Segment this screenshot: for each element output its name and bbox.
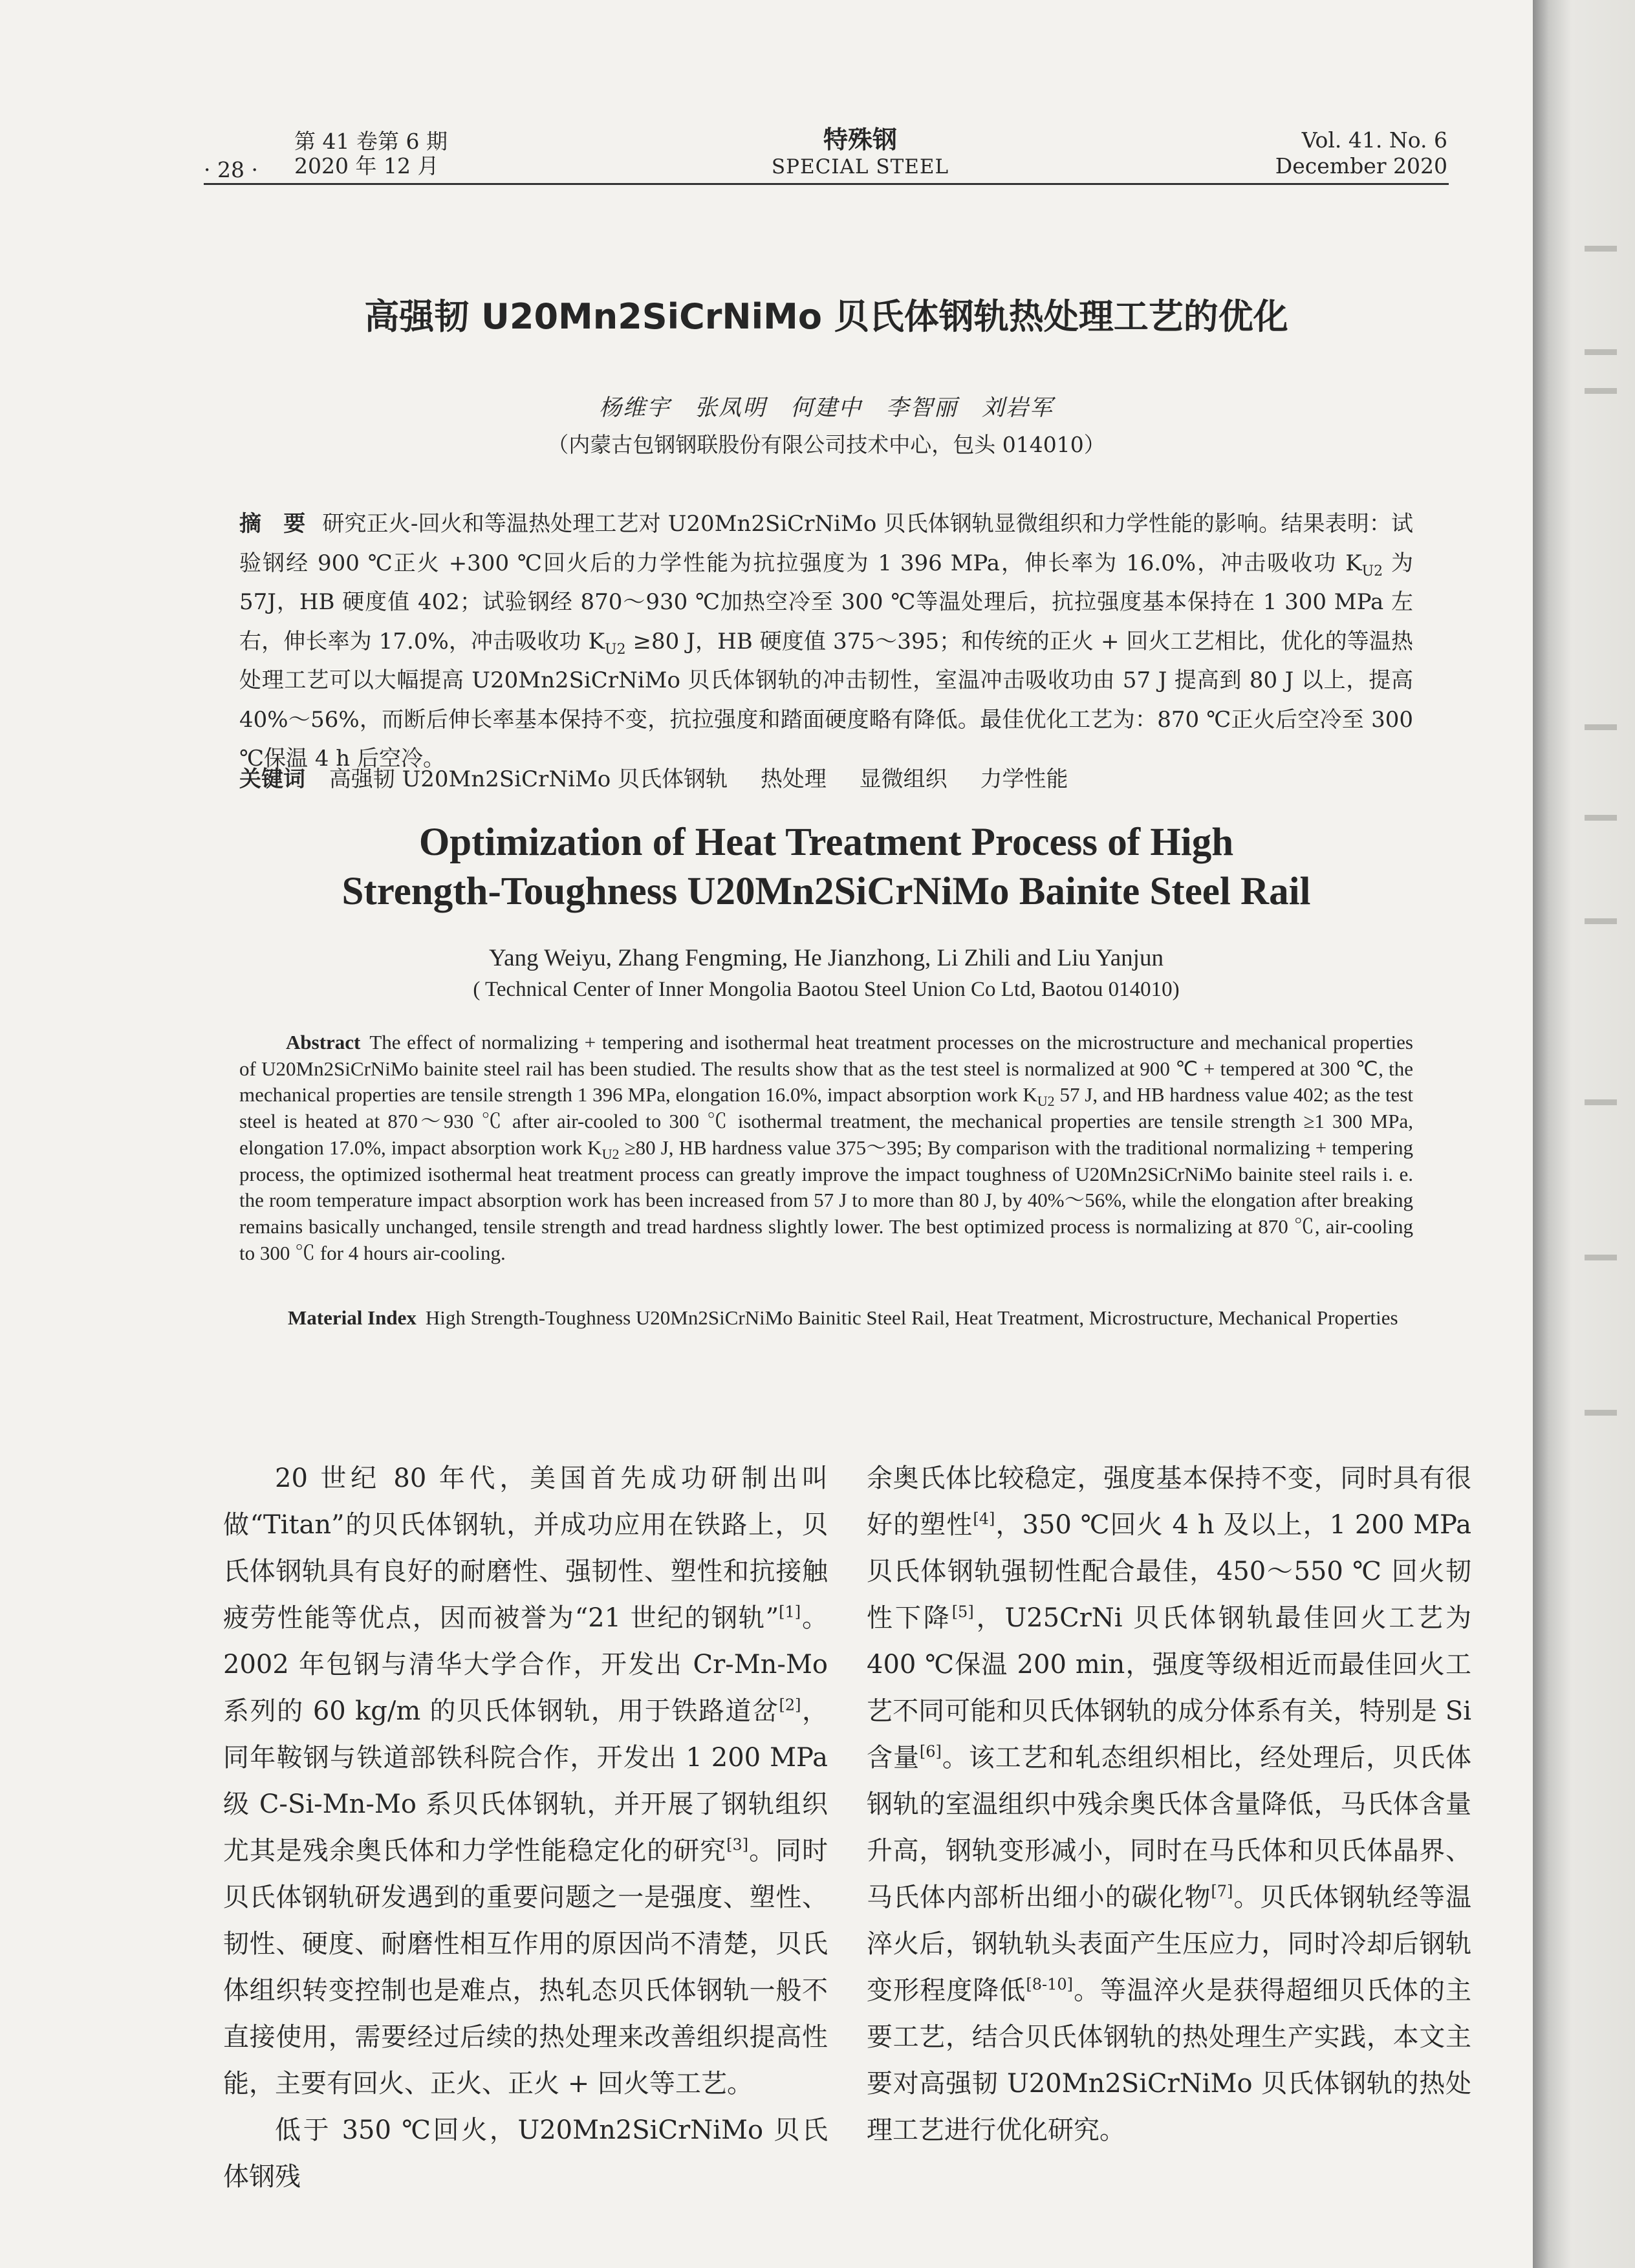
body-column-right [867, 1455, 1471, 2154]
chinese-title: 高强韧 U20Mn2SiCrNiMo 贝氏体钢轨热处理工艺的优化 [364, 296, 1288, 337]
material-index-label: Material Index [288, 1306, 417, 1329]
issue-en: Vol. 41. No. 6 [1301, 127, 1447, 153]
adjacent-page-mark [1585, 1255, 1617, 1260]
abstract-label: 摘 要 [239, 511, 306, 537]
keyword: 显微组织 [859, 766, 947, 792]
adjacent-page-mark [1585, 1410, 1617, 1416]
citation: [7] [1211, 1882, 1233, 1901]
page-number: · 28 · [204, 157, 258, 182]
citation: [6] [919, 1742, 942, 1761]
chinese-abstract: 摘 要 研究正火-回火和等温热处理工艺对 U20Mn2SiCrNiMo 贝氏体钢轨显微组织和力学性能的影响。结果表明：试验钢经 900 ℃正火 +300 ℃回火后的力学性能为抗拉强度为 1 396 MPa，伸长率为 16.0%，冲击吸收功 $K_{U2}$ 为 57J，HB 硬度值 402；试验钢经 870～930 ℃加热空冷至 300 ℃等温处理后，抗拉强度基本保持在 1 300 MPa 左右，伸长率为 17.0%，冲击吸收功 $K_{U2} \ge 80$ J，HB 硬度值 375～395；和传统的正火 + 回火工艺相比，优化的等温热处理工艺可以大幅提高 U20Mn2SiCrNiMo 贝氏体钢轨的冲击韧性，室温冲击吸收功由 57 J 提高到 80 J 以上，提高 40%～56%，而断后伸长率基本保持不变，抗拉强度和踏面硬度略有降低。最佳优化工艺为：870 ℃正火后空冷至 300 ℃保温 4 h 后空冷。 [239, 511, 1414, 772]
adjacent-page-mark [1585, 1099, 1617, 1105]
header-right [1275, 127, 1447, 179]
keywords-label: 关键词 [239, 766, 305, 792]
citation: [1] [779, 1603, 801, 1621]
header-rule [204, 183, 1449, 185]
body-paragraph: 低于 350 ℃回火，U20Mn2SiCrNiMo 贝氏体钢残 [223, 2115, 828, 2192]
english-title: Optimization of Heat Treatment Process of High Strength-Toughness U20Mn2SiCrNiMo Bainite Steel Rail [341, 821, 1311, 913]
scan-edge-shadow [1533, 0, 1635, 2268]
english-affiliation: ( Technical Center of Inner Mongolia Baotou Steel Union Co Ltd, Baotou 014010) [473, 978, 1180, 1001]
chinese-keywords [239, 760, 1413, 799]
date-cn: 2020 年 12 月 [294, 153, 439, 178]
english-authors: Yang Weiyu, Zhang Fengming, He Jianzhong, Li Zhili and Liu Yanjun [489, 945, 1164, 971]
citation: [2] [779, 1696, 801, 1714]
abstract-label-en: Abstract [286, 1031, 361, 1053]
english-abstract: Abstract The effect of normalizing + tempering and isothermal heat treatment processes on the microstructure and mechanical properties of U20Mn2SiCrNiMo bainite steel rail has been studied. The results show that as the test steel is normalized at 900 ℃ + tempered at 300 ℃, the mechanical properties are tensile strength 1 396 MPa, elongation 16.0%, impact absorption work $K_{U2}$ 57 J, and HB hardness value 402; as the test steel is heated at 870～930 ℃ after air-cooled to 300 ℃ isothermal treatment, the mechanical properties are tensile strength ≥1 300 MPa, elongation 17.0%, impact absorption work $K_{U2} \ge 80$ J, HB hardness value 375～395; By comparison with the traditional normalizing + tempering process, the optimized isothermal heat treatment process can greatly improve the impact toughness of U20Mn2SiCrNiMo bainite steel rails i. e. the room temperature impact absorption work has been increased from 57 J to more than 80 J, by 40%～56%, while the elongation after breaking remains basically unchanged, tensile strength and tread hardness slightly lower. The best optimized process is normalizing at 870 ℃, air-cooling to 300 ℃ for 4 hours air-cooling. [239, 1031, 1413, 1264]
chinese-authors: 杨维宇 张凤明 何建中 李智丽 刘岩军 [598, 395, 1054, 421]
keyword: 力学性能 [980, 766, 1068, 792]
body-paragraph: 余奥氏体比较稳定，强度基本保持不变，同时具有很好的塑性[4]，350 ℃回火 4 h 及以上，1 200 MPa 贝氏体钢轨强韧性配合最佳，450～550 ℃ 回火韧性下降[5]，U25CrNi 贝氏体钢轨最佳回火工艺为 400 ℃保温 200 min，强度等级相近而最佳回火工艺不同可能和贝氏体钢轨的成分体系有关，特别是 Si 含量[6]。该工艺和轧态组织相比，经处理后，贝氏体钢轨的室温组织中残余奥氏体含量降低，马氏体含量升高，钢轨变形减小，同时在马氏体和贝氏体晶界、马氏体内部析出细小的碳化物[7]。贝氏体钢轨经等温淬火后，钢轨轨头表面产生压应力，同时冷却后钢轨变形程度降低[8-10]。等温淬火是获得超细贝氏体的主要工艺，结合贝氏体钢轨的热处理生产实践，本文主要对高强韧 U20Mn2SiCrNiMo 贝氏体钢轨的热处理工艺进行优化研究。 [867, 1463, 1472, 2145]
keyword: 高强韧 U20Mn2SiCrNiMo 贝氏体钢轨 [329, 766, 728, 792]
adjacent-page-mark [1585, 349, 1617, 355]
citation: [5] [951, 1603, 974, 1621]
date-en: December 2020 [1275, 153, 1447, 178]
adjacent-page-mark [1585, 246, 1617, 252]
adjacent-page-mark [1585, 815, 1617, 821]
citation: [8-10] [1026, 1975, 1074, 1994]
journal-name-cn: 特殊钢 [823, 125, 897, 154]
header-journal [647, 125, 1074, 179]
issue-cn: 第 41 卷第 6 期 [294, 129, 448, 154]
body-paragraph: 20 世纪 80 年代，美国首先成功研制出叫做“Titan”的贝氏体钢轨，并成功应用在铁路上，贝氏体钢轨具有良好的耐磨性、强韧性、塑性和抗接触疲劳性能等优点，因而被誉为“21 世纪的钢轨”[1]。2002 年包钢与清华大学合作，开发出 Cr-Mn-Mo 系列的 60 kg/m 的贝氏体钢轨，用于铁路道岔[2]，同年鞍钢与铁道部铁科院合作，开发出 1 200 MPa 级 C-Si-Mn-Mo 系贝氏体钢轨，并开展了钢轨组织尤其是残余奥氏体和力学性能稳定化的研究[3]。同时贝氏体钢轨研发遇到的重要问题之一是强度、塑性、韧性、硬度、耐磨性相互作用的原因尚不清楚，贝氏体组织转变控制也是难点，热轧态贝氏体钢轨一般不直接使用，需要经过后续的热处理来改善组织提高性能，主要有回火、正火、正火 + 回火等工艺。 [223, 1463, 828, 2099]
adjacent-page-mark [1585, 918, 1617, 924]
journal-name-en: SPECIAL STEEL [771, 155, 949, 178]
citation: [3] [726, 1835, 749, 1854]
material-index: Material Index High Strength-Toughness U20Mn2SiCrNiMo Bainitic Steel Rail, Heat Treatment, Microstructure, Mechanical Properties [288, 1306, 1398, 1329]
chinese-affiliation: （内蒙古包钢钢联股份有限公司技术中心，包头 014010） [547, 432, 1105, 457]
body-column-left [223, 1455, 828, 2200]
adjacent-page-mark [1585, 388, 1617, 394]
citation: [4] [973, 1509, 995, 1528]
adjacent-page-mark [1585, 724, 1617, 730]
keyword: 热处理 [760, 766, 827, 792]
